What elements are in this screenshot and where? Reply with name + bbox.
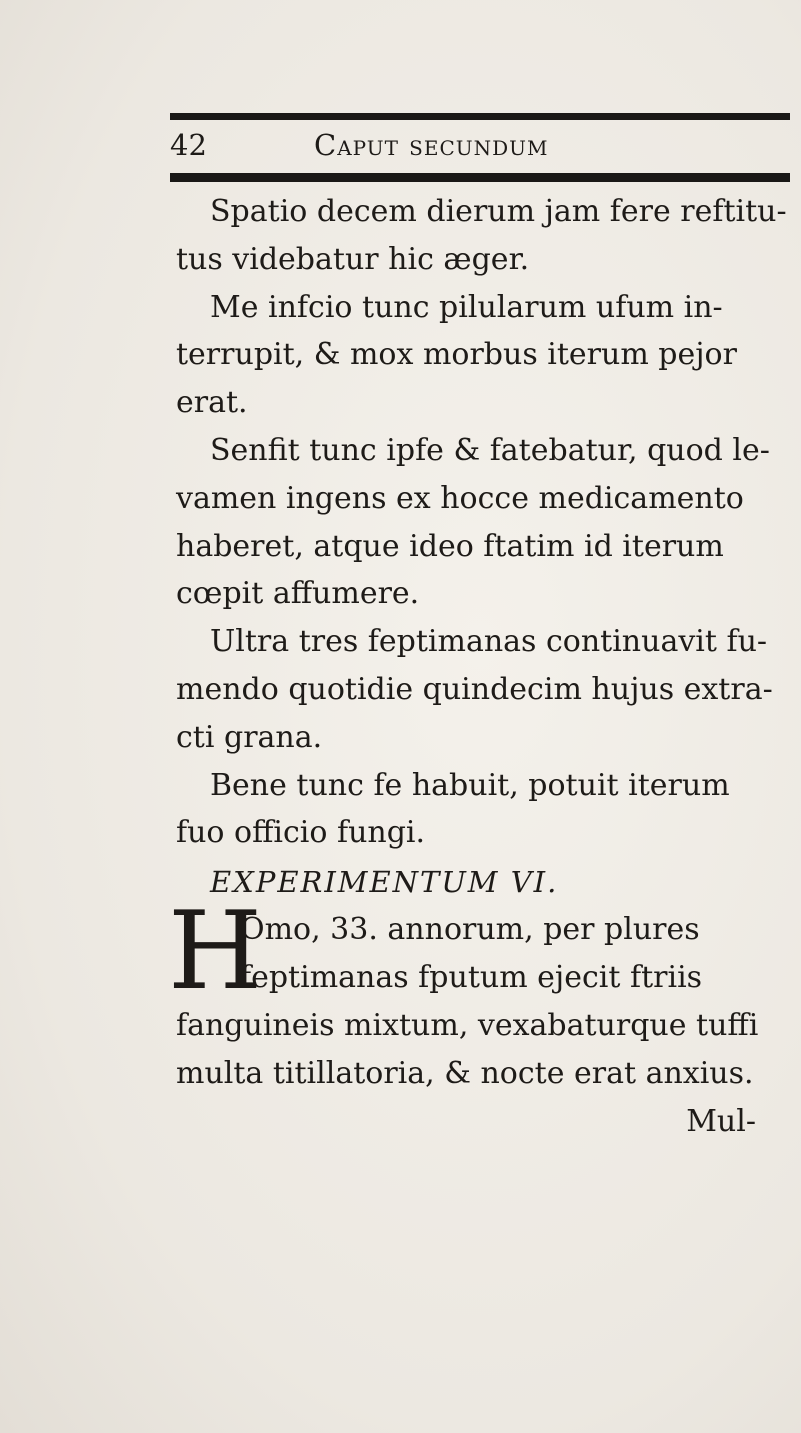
drop-cap: H: [168, 889, 263, 1015]
text-line: Ultra tres feptimanas continuavit fu-: [210, 624, 768, 660]
body-text: [168, 188, 796, 1146]
text-line: cti grana.: [176, 719, 323, 755]
text-line: mendo quotidie quindecim hujus extra-: [176, 671, 773, 707]
top-rule: [170, 113, 790, 120]
text-line: haberet, atque ideo ftatim id iterum: [176, 528, 724, 564]
text-line: fanguineis mixtum, vexabaturque tuffi: [176, 1008, 759, 1044]
text-line: Senfit tunc ipfe & fatebatur, quod le-: [210, 432, 770, 468]
text-line: Me infcio tunc pilularum ufum in-: [210, 289, 723, 325]
text-line: cœpit affumere.: [176, 576, 420, 612]
page-number: 42: [170, 128, 207, 162]
text-line: Spatio decem dierum jam fere reftitu-: [210, 194, 787, 229]
text-line: erat.: [176, 385, 248, 421]
catchword: Mul-: [686, 1103, 756, 1139]
text-line: Omo, 33. annorum, per plures: [240, 912, 700, 948]
running-head: Caput secundum: [314, 128, 549, 162]
page-header: [170, 125, 790, 169]
initial-block: [168, 889, 796, 1015]
text-line: multa titillatoria, & nocte erat anxius.: [176, 1055, 754, 1091]
text-line: terrupit, & mox morbus iterum pejor: [176, 337, 737, 373]
text-line: vamen ingens ex hocce medicamento: [176, 480, 744, 516]
text-line: fuo officio fungi.: [176, 815, 426, 851]
section-heading: EXPERIMENTUM VI.: [210, 865, 559, 900]
header-rule: [170, 173, 790, 182]
text-line: feptimanas fputum ejecit ftriis: [240, 959, 703, 995]
text-line: tus videbatur hic æger.: [176, 241, 530, 277]
text-line: Bene tunc fe habuit, potuit iterum: [210, 767, 730, 803]
